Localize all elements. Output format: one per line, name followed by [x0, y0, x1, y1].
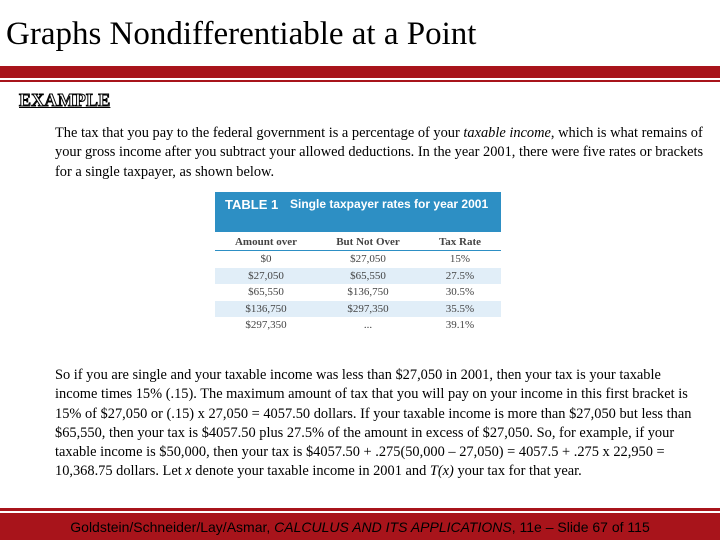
table-row — [215, 268, 501, 285]
table-row — [215, 317, 501, 334]
intro-text-after: , which is what remains of your gross income after you subtract your allowed deductions. In the year 2001, there were five rates or brackets for a single taxpayer, as shown below. — [55, 125, 704, 180]
table-row — [215, 301, 501, 318]
slide-title: Graphs Nondifferentiable at a Point — [6, 16, 477, 52]
tax-rate-table — [215, 192, 501, 342]
table-cell: $0 — [260, 253, 272, 265]
explanation-text-2: denote your taxable income in 2001 and — [191, 463, 430, 480]
table-cell: 39.1% — [445, 319, 475, 332]
intro-paragraph — [55, 124, 705, 182]
table-cell: $65,550 — [350, 269, 386, 282]
intro-text-before: The tax that you pay to the federal government is a percentage of your — [55, 125, 464, 141]
column-header: But Not Over — [336, 236, 400, 248]
table-cell: $297,350 — [245, 319, 287, 332]
footer-book-title: CALCULUS AND ITS APPLICATIONS — [274, 519, 512, 535]
table-cell: 30.5% — [445, 286, 475, 299]
table-cell: $136,750 — [347, 286, 389, 299]
table-row — [215, 284, 501, 301]
column-header: Tax Rate — [438, 236, 482, 248]
table-label: TABLE 1 — [225, 197, 279, 212]
top-accent-bar — [0, 66, 720, 78]
table-cell: 35.5% — [445, 302, 475, 315]
table-cell: ... — [363, 319, 373, 332]
table-cell: $27,050 — [248, 269, 284, 282]
table-cell: $27,050 — [350, 253, 386, 265]
bottom-accent-line — [0, 508, 720, 511]
table-cell: $65,550 — [248, 286, 284, 299]
example-heading: EXAMPLE — [19, 90, 111, 110]
slide-footer — [0, 518, 720, 536]
table-header — [215, 192, 501, 232]
column-header: Amount over — [234, 236, 298, 248]
table-column-headers — [215, 232, 501, 251]
variable-tx: T(x) — [429, 463, 454, 480]
footer-slide-number: , 11e – Slide 67 of 115 — [511, 519, 650, 535]
explanation-paragraph — [55, 366, 705, 482]
explanation-text-1: So if you are single and your taxable income was less than $27,050 in 2001, then your tax is your taxable income times 15% (.15). The maximum amount of tax that you will pay on your income in this first bracket is 15% of $27,050 or (.15) x 27,050 = 4057.50 dollars. If your taxable income is more than $27,050 but less than $65,550, then your tax is $4057.50 plus 27.5% of the amount in excess of $27,050. So, for example, if your taxable income is $50,000, then your tax is $4057.50 + .275(50,000 – 27,050) = 4057.5 + .275 x 22,950 = 10,368.75 dollars. Let — [55, 367, 692, 480]
table-cell: 15% — [449, 253, 471, 265]
table-cell: 27.5% — [445, 269, 475, 282]
footer-authors: Goldstein/Schneider/Lay/Asmar, — [70, 519, 275, 535]
explanation-text-3: your tax for that year. — [453, 463, 582, 480]
intro-text-emphasis: taxable income — [463, 125, 551, 141]
table-caption: Single taxpayer rates for year 2001 — [290, 197, 489, 211]
table-cell: $297,350 — [347, 302, 389, 315]
variable-x: x — [185, 463, 192, 480]
table-cell: $136,750 — [245, 302, 287, 315]
top-accent-line — [0, 80, 720, 82]
table-row — [215, 251, 501, 268]
